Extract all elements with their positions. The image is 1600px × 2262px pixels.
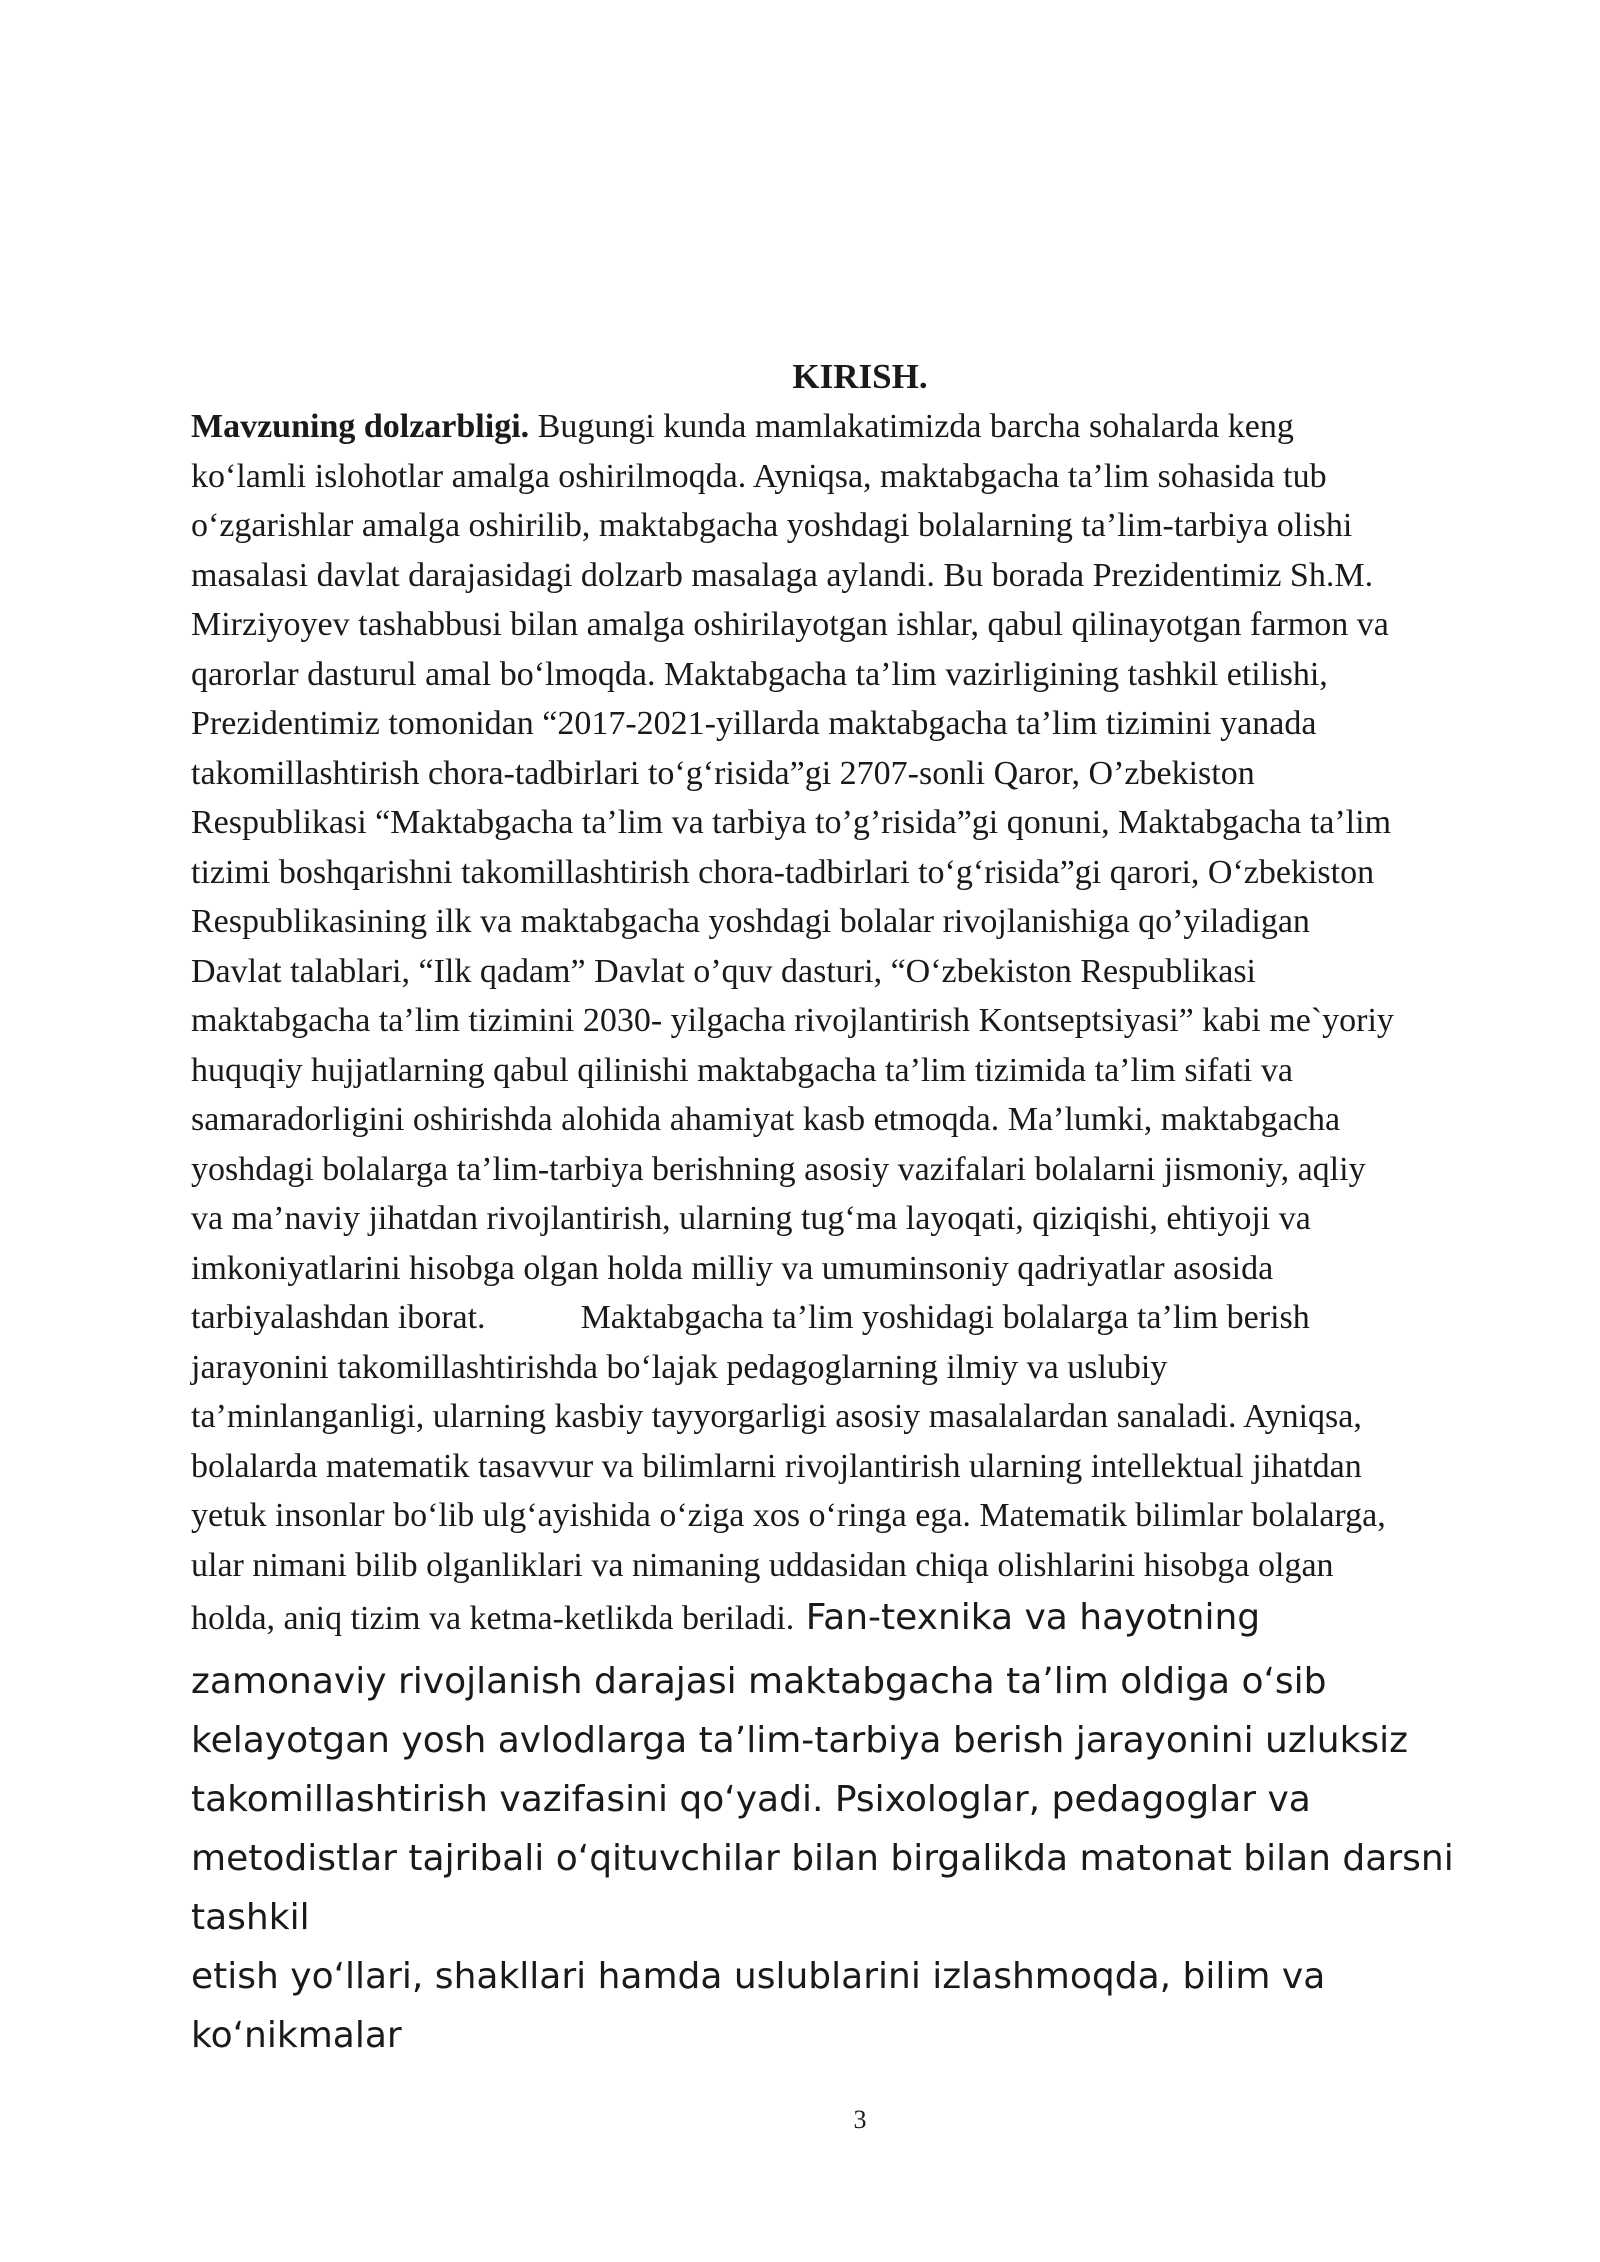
text-run: tarbiyalashdan iborat. <box>191 1299 486 1336</box>
text-line <box>191 1293 1566 1343</box>
text-line: huquqiy hujjatlarning qabul qilinishi maktabgacha ta’lim tizimida ta’lim sifati va <box>191 1051 1293 1089</box>
text-line: Davlat talablari, “Ilk qadam” Davlat o’quv dasturi, “O‘zbekiston Respublikasi <box>191 952 1257 990</box>
body-text-sans <box>191 1652 1591 2065</box>
text-run-sans: Fan-texnika va hayotning <box>794 1597 1261 1638</box>
text-line: yetuk insonlar bo‘lib ulg‘ayishida o‘ziga xos o‘ringa ega. Matematik bilimlar bolalarga, <box>191 1497 1386 1534</box>
text-line: etish yo‘llari, shakllari hamda uslublarini izlashmoqda, bilim va <box>191 1956 1326 1997</box>
text-run: Maktabgacha ta’lim yoshidagi bolalarga ta’lim berish <box>580 1299 1310 1336</box>
text-line: masalasi davlat darajasidagi dolzarb masalaga aylandi. Bu borada Prezidentimiz Sh.M. <box>191 556 1374 594</box>
text-line: kelayotgan yosh avlodlarga ta’lim-tarbiya berish jarayonini uzluksiz <box>191 1720 1409 1761</box>
text-line: Respublikasi “Maktabgacha ta’lim va tarbiya to’g’risida”gi qonuni, Maktabgacha ta’lim <box>191 804 1392 841</box>
text-line: yoshdagi bolalarga ta’lim-tarbiya berishning asosiy vazifalari bolalarni jismoniy, aqliy <box>191 1150 1366 1188</box>
text-run: holda, aniq tizim va ketma-ketlikda beriladi. <box>191 1600 795 1637</box>
lead-label: Mavzuning dolzarbligi. <box>191 408 530 445</box>
text-line: imkoniyatlarini hisobga olgan holda milliy va umuminsoniy qadriyatlar asosida <box>191 1249 1274 1287</box>
text-line: tashkil <box>191 1897 310 1938</box>
text-run: Bugungi kunda mamlakatimizda barcha sohalarda keng <box>529 408 1294 445</box>
text-line: bolalarda matematik tasavvur va bilimlarni rivojlantirish ularning intellektual jihatdan <box>191 1447 1362 1485</box>
text-line: qarorlar dasturul amal bo‘lmoqda. Maktabgacha ta’lim vazirligining tashkil etilishi, <box>191 655 1328 693</box>
text-line: samaradorligini oshirishda alohida ahamiyat kasb etmoqda. Ma’lumki, maktabgacha <box>191 1101 1341 1138</box>
text-line: maktabgacha ta’lim tizimini 2030- yilgacha rivojlantirish Kontseptsiyasi” kabi me`yoriy <box>191 1002 1394 1039</box>
text-line: Respublikasining ilk va maktabgacha yoshdagi bolalar rivojlanishiga qo’yiladigan <box>191 903 1310 940</box>
text-line: ta’minlanganligi, ularning kasbiy tayyorgarligi asosiy masalalardan sanaladi. Ayniqsa, <box>191 1398 1362 1435</box>
text-line: tizimi boshqarishni takomillashtirish chora-tadbirlari to‘g‘risida”gi qarori, O‘zbekiston <box>191 853 1375 891</box>
text-line <box>191 1590 1566 1647</box>
text-line <box>191 402 1566 452</box>
text-line: takomillashtirish vazifasini qo‘yadi. Psixologlar, pedagoglar va <box>191 1779 1311 1820</box>
text-line: Mirziyoyev tashabbusi bilan amalga oshirilayotgan ishlar, qabul qilinayotgan farmon va <box>191 606 1389 643</box>
text-line: ko‘lamli islohotlar amalga oshirilmoqda. Ayniqsa, maktabgacha ta’lim sohasida tub <box>191 457 1327 495</box>
text-line: ular nimani bilib olganliklari va nimaning uddasidan chiqa olishlarini hisobga olgan <box>191 1546 1334 1584</box>
text-line: jarayonini takomillashtirishda bo‘lajak pedagoglarning ilmiy va uslubiy <box>191 1348 1168 1386</box>
section-heading: KIRISH. <box>792 357 928 396</box>
text-line: va ma’naviy jihatdan rivojlantirish, ularning tug‘ma layoqati, qiziqishi, ehtiyoji va <box>191 1200 1311 1237</box>
text-line: zamonaviy rivojlanish darajasi maktabgacha ta’lim oldiga o‘sib <box>191 1661 1327 1702</box>
text-line: metodistlar tajribali o‘qituvchilar bilan birgalikda matonat bilan darsni <box>191 1838 1454 1879</box>
body-text-serif <box>191 402 1566 1647</box>
text-line: takomillashtirish chora-tadbirlari to‘g‘risida”gi 2707-sonli Qaror, O’zbekiston <box>191 754 1255 792</box>
page-number: 3 <box>853 2105 867 2134</box>
text-line: ko‘nikmalar <box>191 2015 402 2056</box>
text-line: o‘zgarishlar amalga oshirilib, maktabgacha yoshdagi bolalarning ta’lim-tarbiya olishi <box>191 507 1353 544</box>
text-line: Prezidentimiz tomonidan “2017-2021-yillarda maktabgacha ta’lim tizimini yanada <box>191 705 1317 742</box>
